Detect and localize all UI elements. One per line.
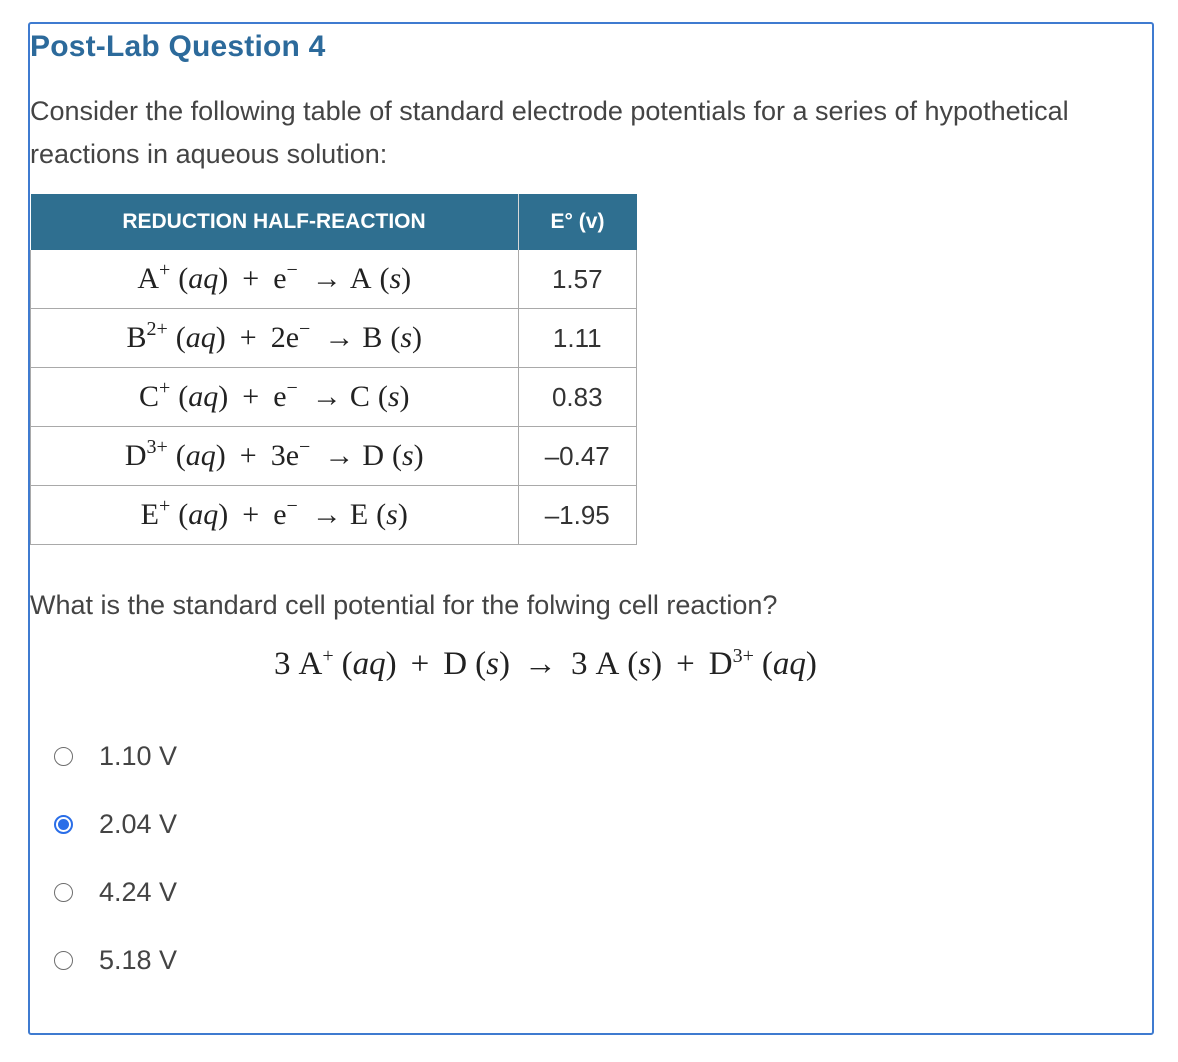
radio-button[interactable] bbox=[54, 883, 73, 902]
rhs-solid: A bbox=[595, 646, 620, 682]
electron: e bbox=[285, 321, 300, 354]
answer-options bbox=[54, 722, 177, 994]
product: C bbox=[349, 380, 370, 413]
table-row bbox=[31, 427, 637, 486]
answer-option[interactable] bbox=[54, 722, 177, 790]
electron-coefficient: 2 bbox=[270, 321, 286, 354]
answer-option-label: 5.18 V bbox=[99, 944, 178, 975]
electron-coefficient: 3 bbox=[270, 439, 286, 472]
reactant-state: aq bbox=[188, 262, 219, 295]
question-title: Post-Lab Question 4 bbox=[30, 30, 326, 63]
question-prompt: What is the standard cell potential for the folwing cell reaction? bbox=[30, 590, 778, 620]
rhs-ion: D bbox=[708, 646, 733, 682]
product-state: s bbox=[400, 321, 413, 354]
plus-sign: + bbox=[242, 498, 260, 531]
answer-option-label: 2.04 V bbox=[99, 808, 178, 839]
table-row bbox=[31, 486, 637, 545]
table-row bbox=[31, 368, 637, 427]
half-reaction-cell: A+ (aq) + e− → A (s) bbox=[31, 250, 519, 309]
product-state: s bbox=[401, 439, 414, 472]
reactant-ion: B bbox=[126, 321, 147, 354]
lhs-solid-state: s bbox=[486, 646, 499, 682]
answer-option-label: 4.24 V bbox=[99, 876, 178, 907]
reactant-ion: C bbox=[138, 380, 159, 413]
rhs-ion-state: aq bbox=[772, 646, 806, 682]
product: D bbox=[362, 439, 384, 472]
answer-option[interactable] bbox=[54, 926, 177, 994]
reactant-charge: + bbox=[159, 495, 171, 517]
reactant-charge: 3+ bbox=[146, 436, 168, 458]
electron: e bbox=[273, 262, 287, 295]
product-state: s bbox=[389, 262, 402, 295]
lhs-ion-state: aq bbox=[352, 646, 386, 682]
lhs-coefficient: 3 bbox=[274, 646, 291, 682]
header-standard-potential: E° (v) bbox=[518, 194, 637, 250]
electron-charge: − bbox=[286, 259, 298, 281]
electrode-potential-table bbox=[30, 194, 637, 545]
cell-reaction-equation: 3 A+ (aq) + D (s) → 3 A $(s) + D^{3+}$ (aq) bbox=[274, 645, 817, 682]
electron-charge: − bbox=[299, 318, 311, 340]
radio-button[interactable] bbox=[54, 747, 73, 766]
reactant-state: aq bbox=[185, 321, 216, 354]
standard-potential-cell: 1.11 bbox=[518, 309, 637, 368]
standard-potential-cell: –1.95 bbox=[518, 486, 637, 545]
rhs-ion-charge: 3+ bbox=[732, 645, 754, 667]
reactant-charge: + bbox=[159, 259, 171, 281]
standard-potential-cell: 1.57 bbox=[518, 250, 637, 309]
question-card bbox=[28, 22, 1154, 1035]
product-state: s bbox=[387, 380, 400, 413]
reactant-ion: A bbox=[137, 262, 159, 295]
reactant-state: aq bbox=[185, 439, 216, 472]
reactant-charge: + bbox=[159, 377, 171, 399]
standard-potential-cell: 0.83 bbox=[518, 368, 637, 427]
lhs-solid: D bbox=[443, 646, 468, 682]
reaction-arrow: → bbox=[311, 380, 342, 413]
product: B bbox=[362, 321, 383, 354]
table-body bbox=[31, 250, 637, 545]
reaction-arrow: → bbox=[311, 498, 342, 531]
plus-sign: + bbox=[242, 262, 260, 295]
plus-sign: + bbox=[239, 321, 257, 354]
rhs-plus: + bbox=[676, 646, 695, 682]
plus-sign: + bbox=[242, 380, 260, 413]
plus-sign: + bbox=[239, 439, 257, 472]
question-intro: Consider the following table of standard electrode potentials for a series of hypothetical reactions in aqueous solution: bbox=[30, 96, 1069, 169]
rhs-solid-state: s bbox=[638, 646, 652, 682]
reaction-arrow: → bbox=[523, 646, 557, 682]
reaction-arrow: → bbox=[311, 262, 342, 295]
table-row bbox=[31, 309, 637, 368]
product-state: s bbox=[386, 498, 398, 531]
radio-button[interactable] bbox=[54, 815, 73, 834]
reaction-arrow: → bbox=[324, 321, 355, 354]
product: E bbox=[349, 498, 369, 531]
header-reduction-half-reaction: REDUCTION HALF-REACTION bbox=[31, 194, 519, 250]
answer-option[interactable] bbox=[54, 790, 177, 858]
lhs-plus: + bbox=[410, 646, 430, 682]
electron: e bbox=[273, 498, 287, 531]
rhs-coefficient: 3 bbox=[570, 646, 588, 682]
reactant-ion: D bbox=[124, 439, 147, 472]
answer-option[interactable] bbox=[54, 858, 177, 926]
electron-charge: − bbox=[286, 495, 298, 517]
answer-option-label: 1.10 V bbox=[99, 740, 178, 771]
table-header-row bbox=[31, 194, 637, 250]
reactant-charge: 2+ bbox=[146, 318, 168, 340]
reactant-ion: E bbox=[140, 498, 159, 531]
lhs-ion-charge: + bbox=[322, 645, 334, 667]
radio-button[interactable] bbox=[54, 951, 73, 970]
half-reaction-cell: E+ (aq) + e− → E (s) bbox=[31, 486, 519, 545]
standard-potential-cell: –0.47 bbox=[518, 427, 637, 486]
reactant-state: aq bbox=[188, 380, 219, 413]
reactant-state: aq bbox=[188, 498, 219, 531]
electron: e bbox=[273, 380, 287, 413]
table-row bbox=[31, 250, 637, 309]
electron-charge: − bbox=[299, 436, 311, 458]
half-reaction-cell: C+ (aq) + e− → C (s) bbox=[31, 368, 519, 427]
lhs-ion: A bbox=[298, 646, 323, 682]
product: A bbox=[349, 262, 372, 295]
electron-charge: − bbox=[286, 377, 298, 399]
half-reaction-cell: $D^{3+}$ (aq) + 3e− → D (s) bbox=[31, 427, 519, 486]
reaction-arrow: → bbox=[324, 439, 355, 472]
electron: e bbox=[285, 439, 300, 472]
half-reaction-cell: $B^{2+}$ (aq) + 2e− → B (s) bbox=[31, 309, 519, 368]
